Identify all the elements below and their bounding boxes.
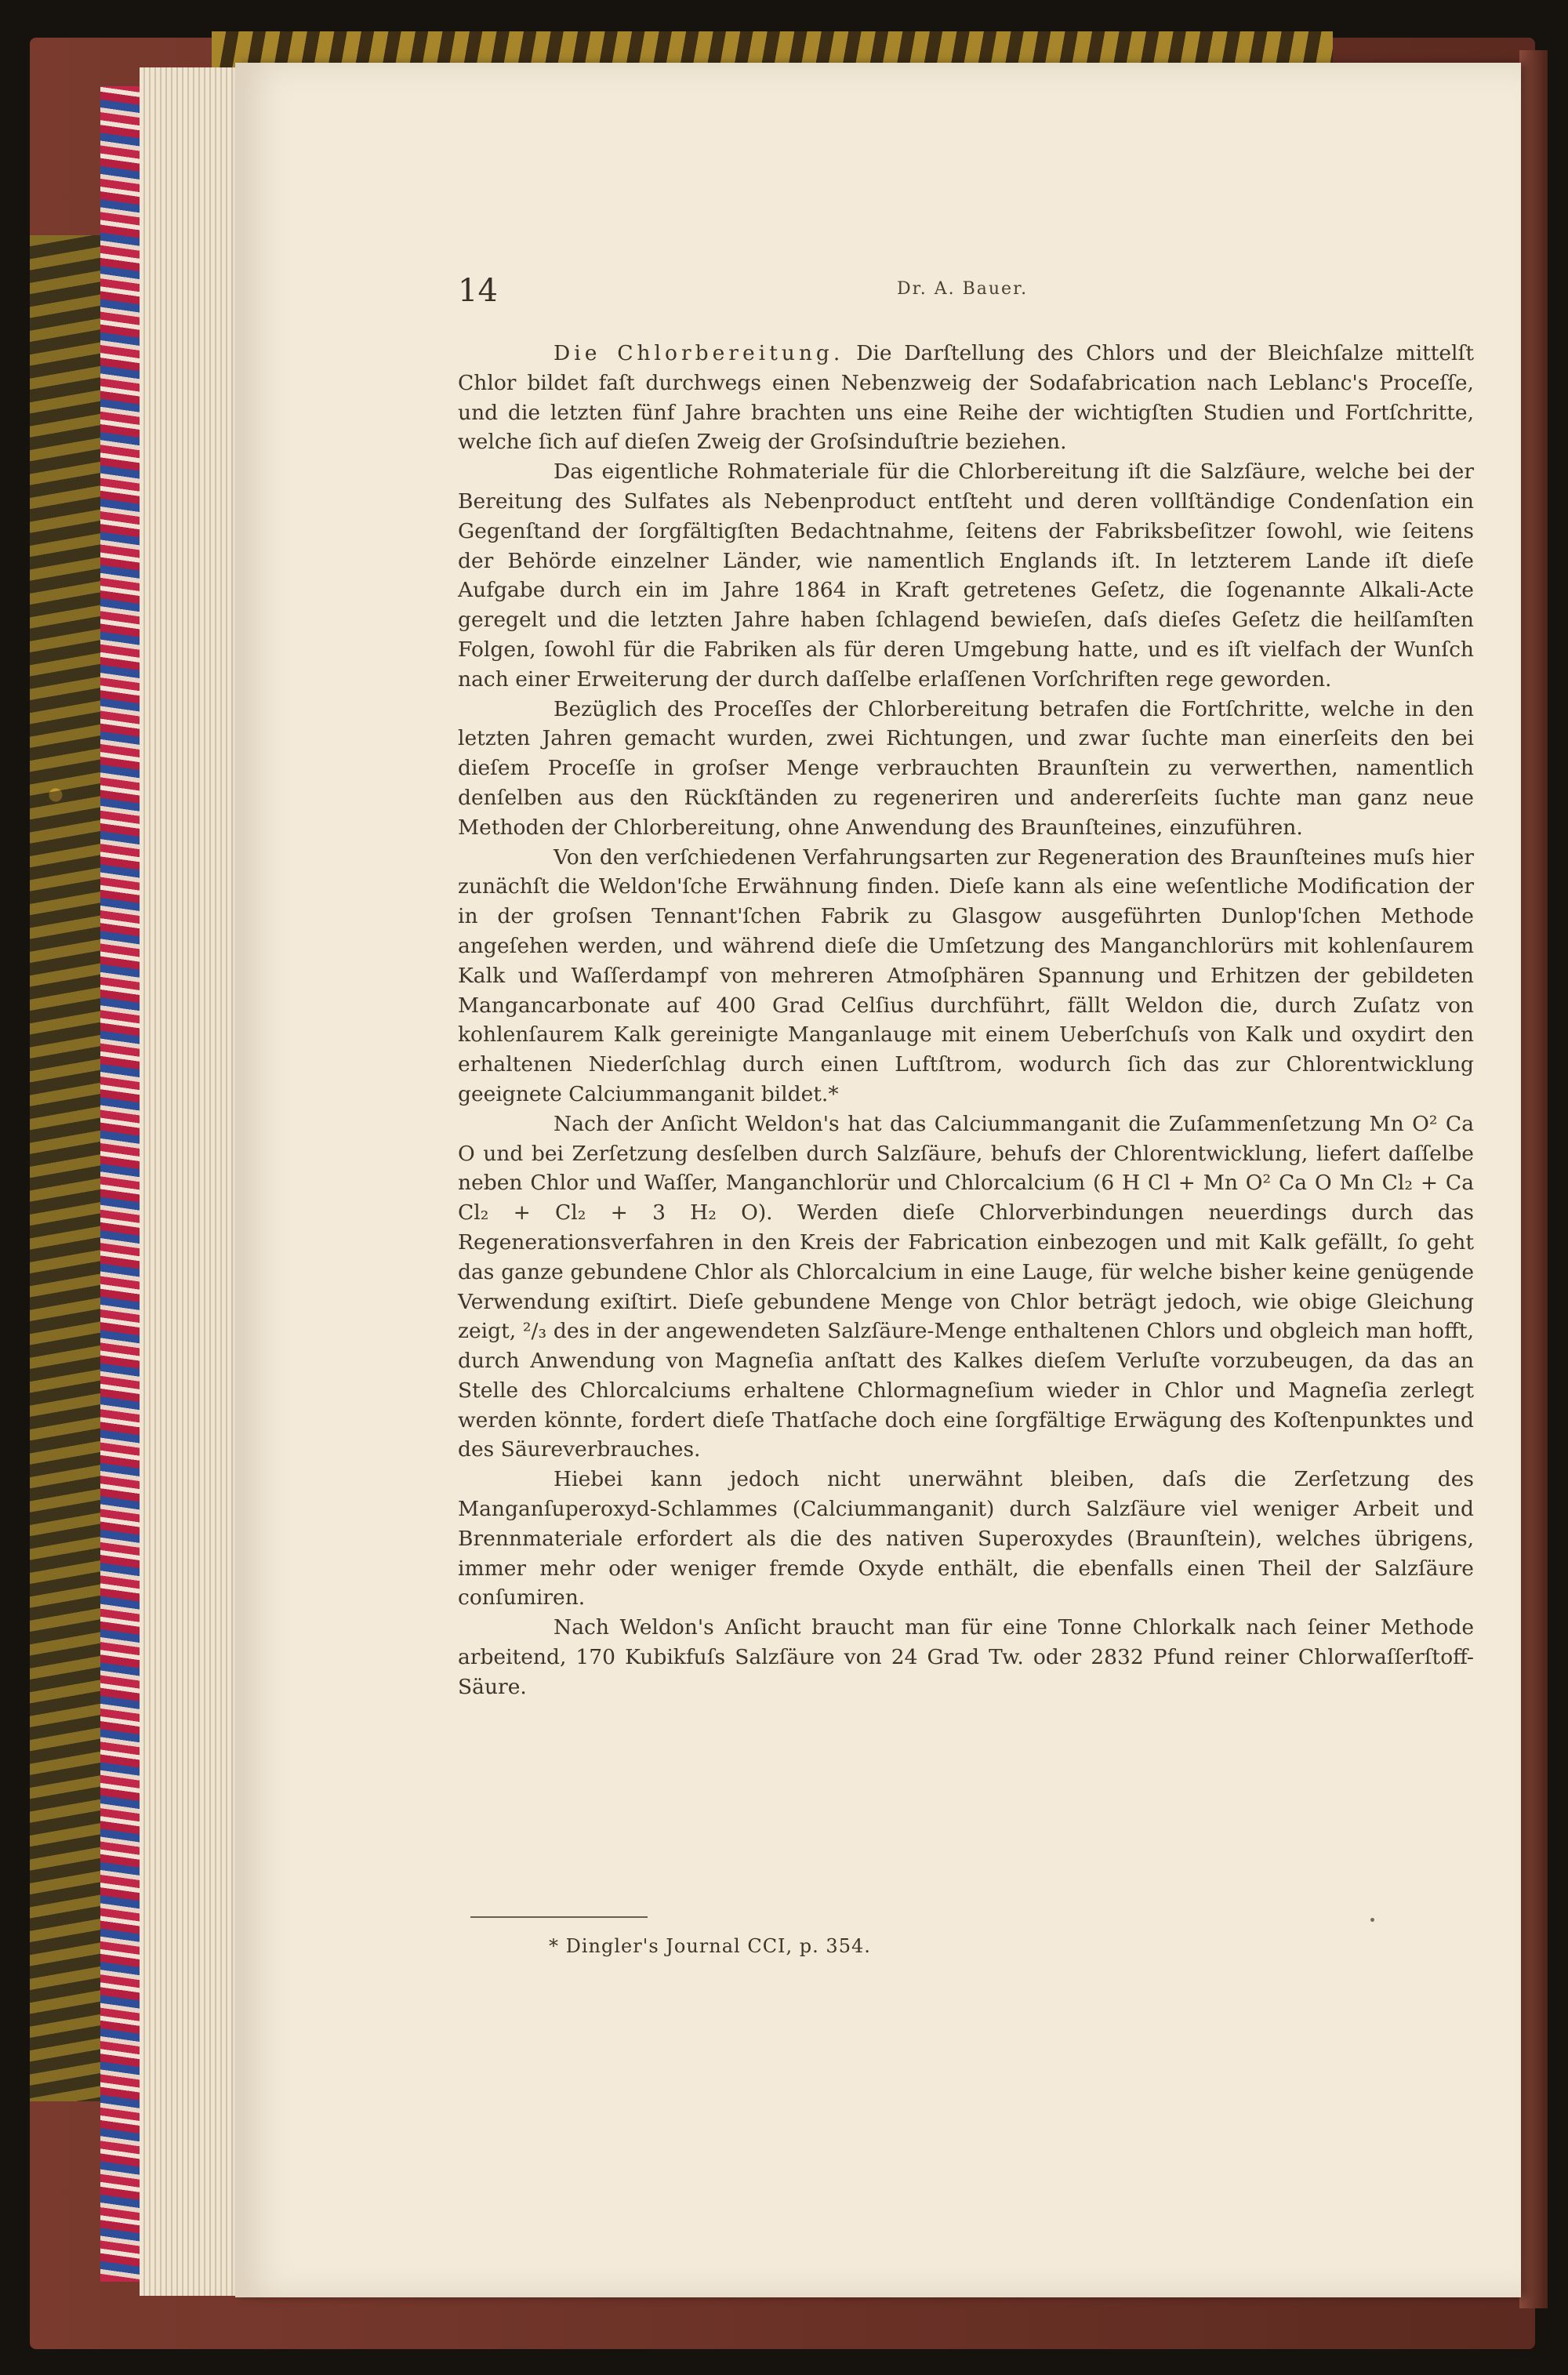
paragraph-1-text: Die Darſtellung des Chlors und der Bleichſalze mittelſt Chlor bildet faſt durchwegs einen Nebenzweig der Sodafabrication nach Leblanc's Proceſſe, und die letzten fünf Jahre brachten uns eine Reihe der wichtigſten Studien und Fortſchritte, welche ſich auf dieſen Zweig der Groſsinduſtrie beziehen. (458, 341, 1474, 455)
paragraph-1 (458, 339, 1474, 457)
marbled-page-edge (100, 86, 141, 2282)
paragraph-7: Nach Weldon's Anſicht braucht man für eine Tonne Chlorkalk nach ſeiner Methode arbeitend, 170 Kubikfuſs Salzſäure von 24 Grad Tw. oder 2832 Pfund reiner Chlorwaſſerſtoff-Säure. (458, 1615, 1474, 1699)
section-heading: Die Chlorbereitung. (554, 341, 844, 365)
cover-right-edge (1519, 50, 1548, 2308)
footnote: * Dingler's Journal CCI, p. 354. (549, 1935, 871, 1957)
footnote-rule (470, 1916, 648, 1918)
body-text (458, 339, 1474, 1702)
paragraph-6: Hiebei kann jedoch nicht unerwähnt bleiben, daſs die Zerſetzung des Manganſuperoxyd-Schlammes (Calciummanganit) durch Salzſäure viel weniger Arbeit und Brennmateriale erfordert als die des nativen Superoxydes (Braunſtein), welches übrigens, immer mehr oder weniger fremde Oxyde enthält, die ebenfalls einen Theil der Salzſäure conſumiren. (458, 1467, 1474, 1611)
page-header (458, 273, 1477, 312)
paragraph-3: Bezüglich des Proceſſes der Chlorbereitung betrafen die Fortſchritte, welche in den letzten Jahren gemacht wurden, zwei Richtungen, und zwar ſuchte man einerſeits den bei dieſem Proceſſe in groſser Menge verbrauchten Braunſtein zu verwerthen, namentlich denſelben aus den Rückſtänden zu regeneriren und andererſeits ſuchte man ganz neue Methoden der Chlorbereitung, ohne Anwendung des Braunſteines, einzuführen. (458, 696, 1474, 840)
paper-speck (1370, 1918, 1374, 1922)
paragraph-4: Von den verſchiedenen Verfahrungsarten zur Regeneration des Braunſteines muſs hier zunächſt die Weldon'ſche Erwähnung finden. Dieſe kann als eine weſentliche Modification der in der groſsen Tennant'ſchen Fabrik zu Glasgow ausgeführten Dunlop'ſchen Methode angeſehen werden, und während dieſe die Umſetzung des Manganchlorürs mit kohlenſaurem Kalk und Waſſerdampf von mehreren Atmoſphären Spannung und Erhitzen der gebildeten Mangancarbonate auf 400 Grad Celſius durchführt, fällt Weldon die, durch Zuſatz von kohlenſaurem Kalk gereinigte Manganlauge mit einem Ueberſchuſs von Kalk und oxydirt den erhaltenen Niederſchlag durch einen Luftſtrom, wodurch ſich das zur Chlorentwicklung geeignete Calciummanganit bildet.* (458, 844, 1474, 1106)
paragraph-5: Nach der Anſicht Weldon's hat das Calciummanganit die Zuſammenſetzung Mn O² Ca O und bei Zerſetzung desſelben durch Salzſäure, behufs der Chlorentwicklung, liefert daſſelbe neben Chlor und Waſſer, Manganchlorür und Chlorcalcium (6 H Cl + Mn O² Ca O Mn Cl₂ + Ca Cl₂ + Cl₂ + 3 H₂ O). Werden dieſe Chlorverbindungen neuerdings durch das Regenerationsverfahren in den Kreis der Fabrication einbezogen und mit Kalk gefällt, ſo geht das ganze gebundene Chlor als Chlorcalcium in eine Lauge, für welche bisher keine genügende Verwendung exiſtirt. Dieſe gebundene Menge von Chlor beträgt jedoch, wie obige Gleichung zeigt, ²/₃ des in der angewendeten Salzſäure-Menge enthaltenen Chlors und obgleich man hofft, durch Anwendung von Magneſia anſtatt des Kalkes dieſem Verluſte vorzubeugen, da das an Stelle des Chlorcalciums erhaltene Chlormagneſium wieder in Chlor und Magneſia zerlegt werden könnte, fordert dieſe Thatſache doch eine ſorgfältige Erwägung des Koſtenpunktes und des Säureverbrauches. (458, 1111, 1474, 1462)
page-number: 14 (458, 273, 498, 309)
paragraph-2: Das eigentliche Rohmateriale für die Chlorbereitung iſt die Salzſäure, welche bei der Bereitung des Sulfates als Nebenproduct entſteht und deren vollſtändige Condenſation ein Gegenſtand der ſorgfältigſten Bedachtnahme, ſeitens der Fabriksbeſitzer ſowohl, wie ſeitens der Behörde einzelner Länder, wie namentlich Englands iſt. In letzterem Lande iſt dieſe Aufgabe durch ein im Jahre 1864 in Kraft getretenes Geſetz, die ſogenannte Alkali-Acte geregelt und die letzten Jahre haben ſchlagend bewieſen, daſs dieſes Geſetz die heilſamſten Folgen, ſowohl für die Fabriken als für deren Umgebung hatte, und es iſt vielfach der Wunſch nach einer Erweiterung der durch daſſelbe erlaſſenen Vorſchriften rege geworden. (458, 459, 1474, 692)
running-head: Dr. A. Bauer. (897, 279, 1029, 299)
page-stack (140, 67, 249, 2296)
